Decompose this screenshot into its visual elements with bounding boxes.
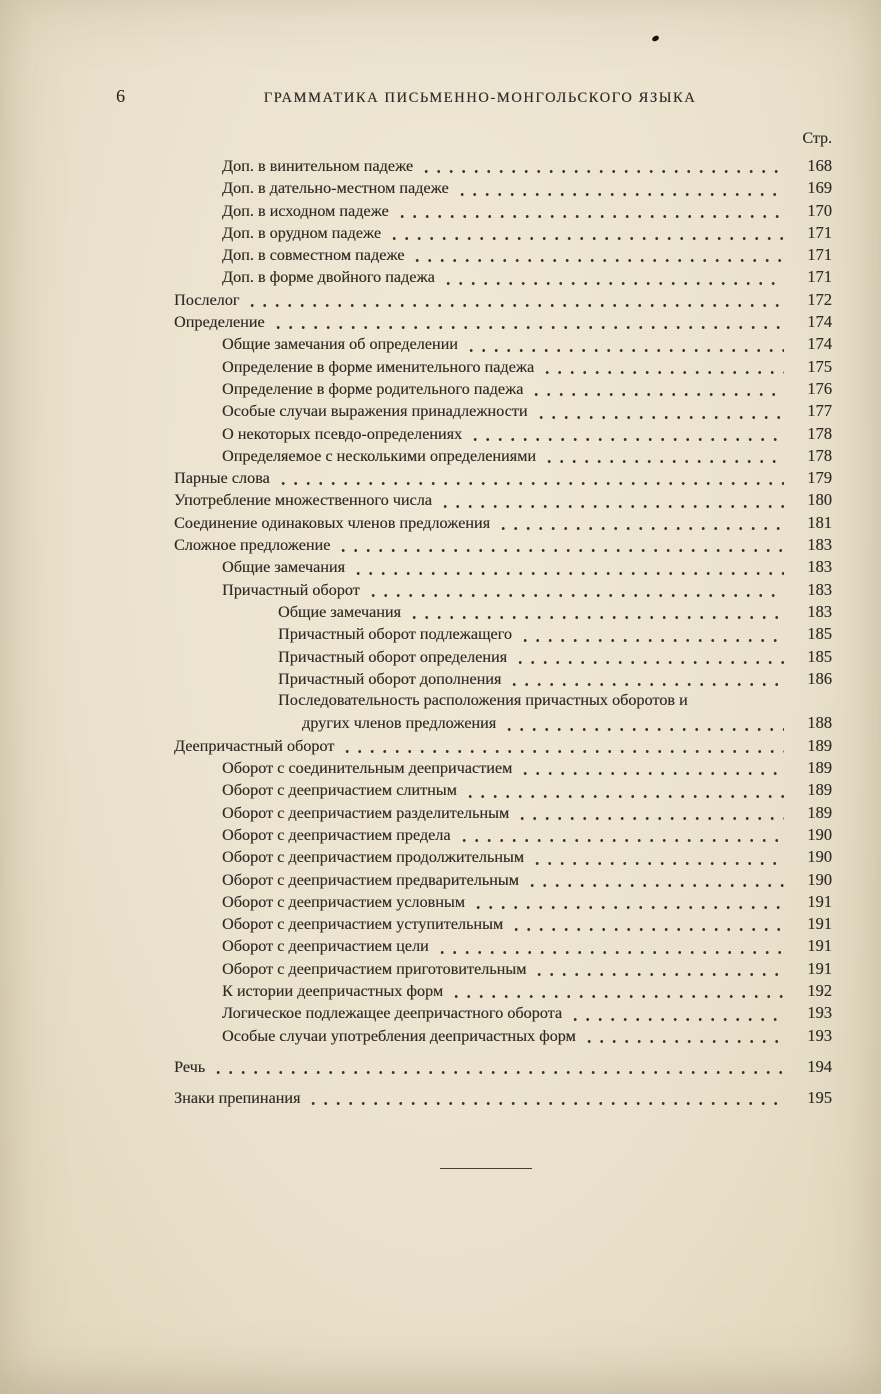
- toc-entry: [172, 691, 832, 713]
- toc-entry-page: 174: [807, 334, 832, 354]
- dot-leader: [462, 838, 784, 843]
- dot-leader: [512, 682, 784, 687]
- toc-entry-title: Причастный оборот подлежащего: [278, 625, 512, 644]
- toc-entry-title: Оборот с деепричастием условным: [222, 892, 465, 911]
- dot-leader: [547, 459, 784, 464]
- toc-entry: [172, 647, 832, 669]
- toc-entry-page: 189: [807, 758, 832, 778]
- toc-entry-page: 190: [807, 824, 832, 844]
- toc-entry-page: 183: [807, 601, 832, 621]
- ink-speck: [651, 35, 659, 42]
- dot-leader: [545, 370, 784, 375]
- dot-leader: [473, 437, 784, 442]
- toc-entry: [172, 870, 832, 892]
- toc-entry: [172, 490, 832, 512]
- toc-entry-title: Определяемое с несколькими определениями: [222, 446, 537, 465]
- dot-leader: [454, 994, 784, 999]
- toc-entry: [172, 847, 832, 869]
- dot-leader: [514, 927, 784, 932]
- toc-entry-title: Доп. в форме двойного падежа: [222, 268, 435, 287]
- toc-entry: [172, 1088, 832, 1110]
- toc-entry: [172, 468, 832, 490]
- toc-entry: [172, 959, 832, 981]
- toc-entry-page: 185: [807, 624, 832, 644]
- toc-entry-title: Оборот с деепричастием предварительным: [222, 870, 519, 889]
- toc-entry-title: Соединение одинаковых членов предложения: [174, 513, 491, 532]
- toc-entry: [172, 803, 832, 825]
- toc-entry-title: Оборот с деепричастием разделительным: [222, 803, 510, 822]
- dot-leader: [534, 392, 784, 397]
- toc-entry-title: Доп. в дательно-местном падеже: [222, 179, 449, 198]
- toc-entry-page: 175: [807, 356, 832, 376]
- toc-entry: [172, 401, 832, 423]
- toc-entry-title: Деепричастный оборот: [174, 736, 335, 755]
- running-header: ГРАММАТИКА ПИСЬМЕННО-МОНГОЛЬСКОГО ЯЗЫКА: [263, 90, 697, 106]
- dot-leader: [440, 950, 784, 955]
- toc-entry-page: 193: [807, 1003, 832, 1023]
- toc-entry-title: Общие замечания об определении: [222, 335, 458, 354]
- toc-entry: [172, 669, 832, 691]
- toc-entry-title: Доп. в совместном падеже: [222, 246, 405, 265]
- toc-entry: [172, 758, 832, 780]
- toc-entry-title: Оборот с деепричастием продолжительным: [222, 848, 525, 867]
- dot-leader: [424, 169, 784, 174]
- toc-entry-title: Определение: [174, 313, 265, 332]
- dot-leader: [507, 727, 784, 732]
- toc-entry-page: 189: [807, 780, 832, 800]
- toc-entry: [172, 156, 832, 178]
- dot-leader: [518, 660, 784, 665]
- toc-entry: [172, 1057, 832, 1079]
- dot-leader: [587, 1039, 784, 1044]
- toc-entry-title: Сложное предложение: [174, 536, 331, 555]
- toc-entry: [172, 513, 832, 535]
- toc-entry: [172, 780, 832, 802]
- toc-entry: [172, 312, 832, 334]
- toc-entry-title: О некоторых псевдо-определениях: [222, 424, 463, 443]
- dot-leader: [469, 348, 784, 353]
- toc-entry-title: Оборот с деепричастием слитным: [222, 781, 457, 800]
- toc-entry-page: 189: [807, 802, 832, 822]
- dot-leader: [250, 303, 784, 308]
- dot-leader: [341, 548, 784, 553]
- toc-entry-page: 190: [807, 869, 832, 889]
- dot-leader: [356, 571, 784, 576]
- toc-entry-title: Оборот с деепричастием уступительным: [222, 915, 504, 934]
- toc-entry-title: Употребление множественного числа: [174, 491, 432, 510]
- toc-entry-page: 191: [807, 936, 832, 956]
- toc-entry-page: 188: [807, 713, 832, 733]
- toc-entry: [172, 713, 832, 735]
- toc-entry-page: 178: [807, 445, 832, 465]
- toc-entry-page: 191: [807, 891, 832, 911]
- toc-entry-page: 177: [807, 401, 832, 421]
- dot-leader: [443, 504, 784, 509]
- toc-entry-page: 172: [807, 289, 832, 309]
- dot-leader: [539, 415, 784, 420]
- toc-entry-page: 191: [807, 914, 832, 934]
- dot-leader: [446, 281, 784, 286]
- toc-entry-page: 194: [807, 1056, 832, 1076]
- page-number: 6: [116, 86, 125, 106]
- toc-entry-title: Общие замечания: [278, 602, 401, 621]
- dot-leader: [281, 481, 784, 486]
- dot-leader: [468, 794, 784, 799]
- dot-leader: [276, 325, 784, 330]
- toc-entry: [172, 178, 832, 200]
- toc-entry: [172, 736, 832, 758]
- toc-entry-title: Особые случаи употребления деепричастных форм: [222, 1026, 576, 1045]
- toc-entry: [172, 223, 832, 245]
- dot-leader: [573, 1017, 784, 1022]
- toc-entry-page: 171: [807, 245, 832, 265]
- toc-entry-title: Знаки препинания: [174, 1089, 301, 1108]
- toc-entry-page: 179: [807, 468, 832, 488]
- toc-entry: [172, 446, 832, 468]
- dot-leader: [523, 771, 784, 776]
- toc-entry-title: Оборот с деепричастием цели: [222, 937, 429, 956]
- toc-entry-title: Особые случаи выражения принадлежности: [222, 402, 528, 421]
- toc-entry: [172, 357, 832, 379]
- toc-entry-title: Причастный оборот определения: [278, 647, 508, 666]
- toc-entry: [172, 535, 832, 557]
- toc-list: [172, 156, 832, 1110]
- toc-entry: [172, 936, 832, 958]
- dot-leader: [460, 192, 784, 197]
- toc-entry: [172, 602, 832, 624]
- toc-entry-title: Определение в форме именительного падежа: [222, 357, 535, 376]
- toc-entry: [172, 267, 832, 289]
- toc-entry-page: 170: [807, 200, 832, 220]
- dot-leader: [371, 593, 784, 598]
- dot-leader: [345, 749, 784, 754]
- toc-entry-title: Последовательность расположения причастных оборотов и: [278, 691, 688, 710]
- dot-leader: [520, 816, 784, 821]
- toc-entry-title: Определение в форме родительного падежа: [222, 379, 524, 398]
- toc-entry-page: 181: [807, 512, 832, 532]
- toc-entry: [172, 624, 832, 646]
- dot-leader: [476, 905, 784, 910]
- toc-entry-title: Причастный оборот: [222, 580, 360, 599]
- toc-entry: [172, 914, 832, 936]
- toc-entry: [172, 892, 832, 914]
- toc-entry-title: Доп. в винительном падеже: [222, 157, 414, 175]
- dot-leader: [311, 1101, 784, 1106]
- toc-entry: [172, 1003, 832, 1025]
- toc-entry-page: 168: [807, 156, 832, 175]
- toc-entry-title: Оборот с деепричастием предела: [222, 825, 451, 844]
- toc-entry-page: 189: [807, 735, 832, 755]
- dot-leader: [400, 214, 784, 219]
- toc-entry-title: Общие замечания: [222, 558, 345, 577]
- toc-entry: [172, 290, 832, 312]
- dot-leader: [415, 258, 784, 263]
- toc-entry-page: 183: [807, 557, 832, 577]
- toc-entry-title: Причастный оборот дополнения: [278, 669, 502, 688]
- toc-entry-page: 176: [807, 378, 832, 398]
- toc-entry-page: 183: [807, 535, 832, 555]
- toc-entry: [172, 201, 832, 223]
- toc-entry-page: 183: [807, 579, 832, 599]
- end-rule: [440, 1168, 532, 1169]
- toc-entry-page: 174: [807, 312, 832, 332]
- toc-entry-page: 185: [807, 646, 832, 666]
- dot-leader: [412, 615, 784, 620]
- toc-entry-title: Парные слова: [174, 469, 270, 488]
- toc-entry-title: К истории деепричастных форм: [222, 981, 444, 1000]
- toc-entry-page: 178: [807, 423, 832, 443]
- toc-entry-page: 171: [807, 267, 832, 287]
- toc-entry: [172, 580, 832, 602]
- toc-entry-page: 190: [807, 847, 832, 867]
- toc-entry: [172, 379, 832, 401]
- dot-leader: [523, 638, 784, 643]
- toc-entry-title: Доп. в исходном падеже: [222, 201, 389, 220]
- toc-entry: [172, 334, 832, 356]
- toc-entry-title: Логическое подлежащее деепричастного оборота: [222, 1004, 563, 1023]
- dot-leader: [216, 1070, 784, 1075]
- dot-leader: [392, 236, 784, 241]
- toc-entry-title: Оборот с соединительным деепричастием: [222, 759, 513, 778]
- dot-leader: [535, 861, 784, 866]
- toc-entry-page: 195: [807, 1088, 832, 1108]
- toc-entry-title: Послелог: [174, 290, 240, 309]
- dot-leader: [530, 883, 784, 888]
- toc-entry-page: 191: [807, 958, 832, 978]
- toc-entry: [172, 1026, 832, 1048]
- dot-leader: [537, 972, 784, 977]
- toc-entry: [172, 245, 832, 267]
- toc-entry-title: Речь: [174, 1057, 206, 1076]
- toc-entry-title: Доп. в орудном падеже: [222, 223, 382, 242]
- toc-entry-page: 186: [807, 668, 832, 688]
- toc-entry-page: 180: [807, 490, 832, 510]
- toc-entry-title: других членов предложения: [302, 714, 497, 733]
- toc-entry: [172, 981, 832, 1003]
- toc-entry-page: 192: [807, 980, 832, 1000]
- toc-entry-title: Оборот с деепричастием приготовительным: [222, 959, 527, 978]
- toc-entry-page: 193: [807, 1025, 832, 1045]
- toc-entry: [172, 557, 832, 579]
- toc-entry: [172, 424, 832, 446]
- dot-leader: [501, 526, 784, 531]
- toc-entry: [172, 825, 832, 847]
- toc-entry-page: 171: [807, 222, 832, 242]
- toc-entry-page: 169: [807, 178, 832, 198]
- page-column-label: Стр.: [802, 130, 832, 147]
